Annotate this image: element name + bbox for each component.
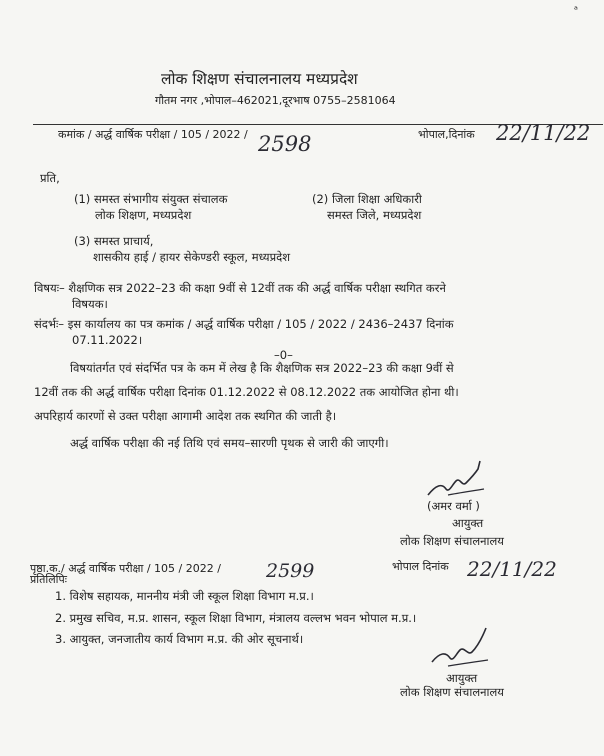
order-ref-label: कमांक / अर्द्ध वार्षिक परीक्षा / 105 / 2022 /	[58, 128, 248, 141]
reference-line-1: संदर्भः– इस कार्यालय का पत्र कमांक / अर्द्ध वार्षिक परीक्षा / 105 / 2022 / 2436–2437 दिनांक	[34, 317, 454, 331]
recipient-3-line2: शासकीय हाई / हायर सेकेण्डरी स्कूल, मध्यप्रदेश	[93, 250, 291, 264]
copy-date: 22/11/22	[467, 557, 557, 581]
to-label: प्रति,	[40, 171, 60, 185]
corner-mark: ᵃ	[574, 5, 578, 16]
body-p1-line1: विषयांतर्गत एवं संदर्भित पत्र के कम में लेख है कि शैक्षणिक सत्र 2022–23 की कक्षा 9वीं से	[70, 361, 454, 375]
recipient-1-line1: (1) समस्त संभागीय संयुक्त संचालक	[74, 192, 228, 206]
copy-item-3: 3. आयुक्त, जनजातीय कार्य विभाग म.प्र. की ओर सूचनार्थ।	[55, 632, 304, 646]
signatory-designation: आयुक्त	[452, 516, 484, 530]
recipient-3-line1: (3) समस्त प्राचार्य,	[74, 234, 154, 248]
copy-date-label: भोपाल दिनांक	[392, 560, 449, 573]
copy-signature-mark	[424, 622, 514, 678]
recipient-1-line2: लोक शिक्षण, मध्यप्रदेश	[95, 208, 192, 222]
copy-ref-label: पृष्ठा.क./ अर्द्ध वार्षिक परीक्षा / 105 / 2022 /	[30, 562, 221, 575]
signatory-office: लोक शिक्षण संचालनालय	[400, 534, 504, 548]
order-date-label: भोपाल,दिनांक	[418, 128, 475, 141]
order-date: 22/11/22	[496, 121, 591, 145]
subject-line-2: विषयक।	[72, 297, 108, 311]
signatory-name: (अमर वर्मा )	[427, 499, 480, 513]
recipient-2-line2: समस्त जिले, मध्यप्रदेश	[327, 208, 422, 222]
reference-line-2: 07.11.2022।	[72, 333, 143, 347]
copy-ref-number: 2599	[266, 560, 315, 582]
copy-label: प्रतिलिपिः	[30, 573, 68, 586]
subject-line-1: विषयः– शैक्षणिक सत्र 2022–23 की कक्षा 9वीं से 12वीं तक की अर्द्ध वार्षिक परीक्षा स्थगित करने	[34, 281, 446, 295]
separator: –0–	[274, 348, 293, 362]
office-address: गौतम नगर ,भोपाल–462021,दूरभाष 0755–2581064	[155, 94, 396, 107]
copy-item-1: 1. विशेष सहायक, माननीय मंत्री जी स्कूल शिक्षा विभाग म.प्र.।	[55, 589, 314, 603]
order-ref-number: 2598	[258, 132, 312, 156]
recipient-2-line1: (2) जिला शिक्षा अधिकारी	[312, 192, 422, 206]
copy-signatory-designation: आयुक्त	[446, 671, 478, 685]
body-p1-line2: 12वीं तक की अर्द्ध वार्षिक परीक्षा दिनांक 01.12.2022 से 08.12.2022 तक आयोजित होना थी।	[34, 385, 459, 399]
office-title: लोक शिक्षण संचालनालय मध्यप्रदेश	[161, 70, 358, 88]
body-p1-line3: अपरिहार्य कारणों से उक्त परीक्षा आगामी आदेश तक स्थगित की जाती है।	[34, 409, 337, 423]
copy-item-2: 2. प्रमुख सचिव, म.प्र. शासन, स्कूल शिक्षा विभाग, मंत्रालय वल्लभ भवन भोपाल म.प्र.।	[55, 611, 417, 625]
body-p2: अर्द्ध वार्षिक परीक्षा की नई तिथि एवं समय–सारणी पृथक से जारी की जाएगी।	[70, 436, 389, 450]
copy-signatory-office: लोक शिक्षण संचालनालय	[400, 685, 504, 699]
